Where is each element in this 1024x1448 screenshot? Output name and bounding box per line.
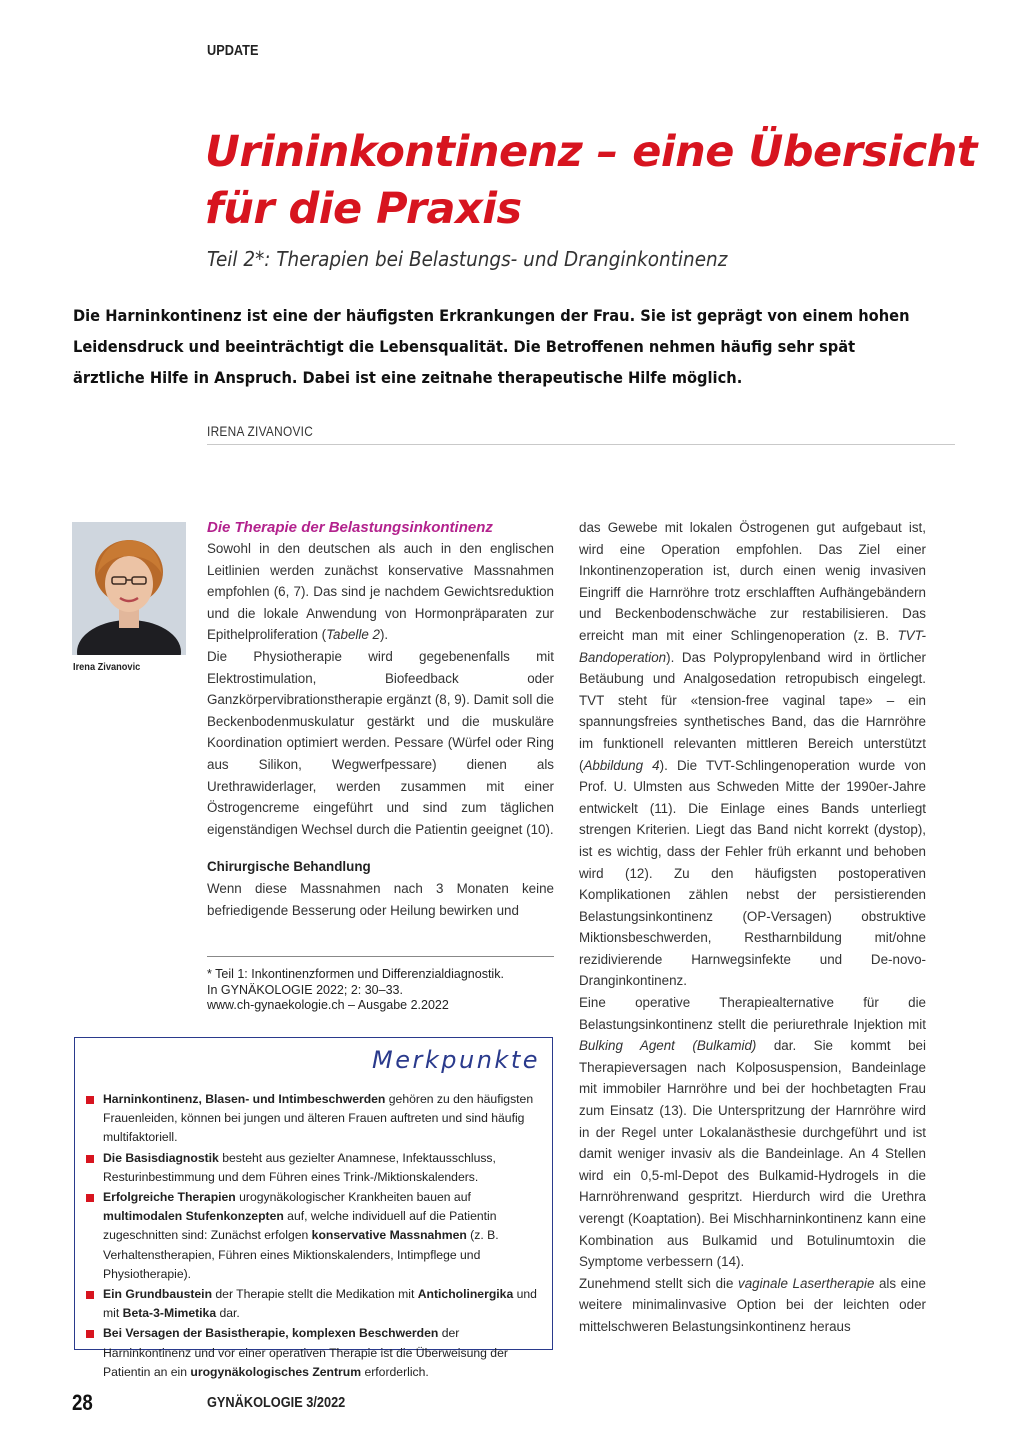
paragraph [579,517,926,992]
photo-caption: Irena Zivanovic [73,661,141,673]
emphasis: TVT-Bandoperation [579,627,926,665]
text-run: Zunehmend stellt sich die [579,1275,739,1291]
item-bold: urogynäkologisches Zentrum [190,1364,362,1379]
table-reference: Tabelle 2 [326,627,380,643]
item-bold: Die Basisdiagnostik [103,1150,219,1165]
article-title [205,124,985,238]
portrait-image [72,522,186,655]
paragraph [579,1273,926,1338]
footnote-divider [207,956,554,957]
item-bold: Erfolgreiche Therapien [103,1190,236,1205]
text-run: ). Die TVT-Schlingenoperation wurde von Prof. U. Ulmsten aus Schweden Mitte der 1990er-Jahre entwickelt (11). Die Einlage eines Bands unterliegt strengen Kriterien. Liegt das Band nicht korrekt (dystop), ist es wichtig, dass der Fehler früh erkannt und behoben wird (12). Zu den häufigsten postoperativen Komplikationen zählen nebst der persistierenden Belastungsinkontinenz (OP-Versagen) obstruktive Miktionsbeschwerden, Restharnbildung mit/ohne rezidivierende Harnwegsinfekte und De-novo-Dranginkontinenz. [579,757,926,989]
page-number: 28 [72,1390,93,1415]
paragraph: Die Physiotherapie wird gegebenenfalls mit Elektrostimulation, Biofeedback oder Ganzkörpervibrationstherapie ergänzt (8, 9). Damit soll die Beckenbodenmuskulatur gestärkt und die muskuläre Koordination optimiert werden. Pessare (Würfel oder Ring aus Silikon, Wegwerfpessare) dienen als Urethrawiderlager, werden zusammen mit einer Östrogencreme eingeführt und sind zum täglichen eigenständigen Wechsel durch die Patientin geeignet (10). [207,648,554,837]
list-item [85,1324,545,1382]
text-run: Eine operative Therapiealternative für die Belastungsinkontinenz stellt die periurethrale Injektion mit [579,995,926,1032]
merkpunkte-box [74,1037,553,1379]
item-text: auf, welche individuell auf die Patientin zugeschnitten sind: Zunächst erfolgen [103,1209,497,1243]
title-line-2: für die Praxis [205,184,522,234]
footnote-line: In GYNÄKOLOGIE 2022; 2: 30–33. [207,982,403,997]
item-bold: Bei Versagen der Basistherapie, komplexen Beschwerden [103,1326,439,1341]
footnote [207,967,557,1014]
paragraph [207,538,554,646]
item-text: der Therapie stellt die Medikation mit [212,1287,418,1302]
item-bold: konservative Massnahmen [311,1228,467,1243]
text-column-2 [579,517,926,1338]
section-label: UPDATE [207,42,259,59]
author-photo [72,522,186,655]
text-column-1 [207,517,554,921]
footnote-line: * Teil 1: Inkontinenzformen und Differenzialdiagnostik. [207,967,504,981]
item-bold: Harninkontinenz, Blasen- und Intimbeschwerden [103,1092,386,1106]
item-text: dar. [216,1306,240,1321]
author-divider [207,444,955,445]
list-item [85,1285,545,1323]
item-bold: Anticholinergika [417,1287,514,1302]
paragraph: Wenn diese Massnahmen nach 3 Monaten keine befriedigende Besserung oder Heilung bewirken und [207,880,554,918]
bullet-square-icon [86,1291,94,1299]
item-text: (z. B. Verhaltenstherapien, Führen eines Miktionskalenders, Intimpflege und Physiotherapie). [103,1228,499,1281]
item-text: der Harninkontinenz und vor einer operativen Therapie ist die Überweisung der Patientin an ein [103,1326,508,1379]
emphasis: Bulking Agent (Bulkamid) [579,1038,757,1054]
bullet-square-icon [86,1155,94,1163]
item-text: besteht aus gezielter Anamnese, Infektausschluss, Resturinbestimmung und dem Führen eines Trink-/Miktionskalenders. [103,1150,496,1184]
bullet-square-icon [86,1330,94,1338]
paragraph [579,992,926,1273]
text-run: ). [379,627,389,643]
list-item [85,1149,545,1187]
footnote-link: www.ch-gynaekologie.ch – Ausgabe 2.2022 [207,998,449,1012]
list-item [85,1188,545,1284]
item-bold: multimodalen Stufenkonzepten [103,1209,284,1224]
text-run: als eine weitere minimalinvasive Option bei der leichten oder mittelschweren Belastungsinkontinenz heraus [579,1275,926,1334]
emphasis: vaginale Lasertherapie [738,1275,875,1291]
text-run: das Gewebe mit lokalen Östrogenen gut aufgebaut ist, wird eine Operation empfohlen. Das Ziel einer Inkontinenzoperation ist, durch einen wenig invasiven Eingriff die Harnröhre trotz erschlafften Aufhängebändern und Beckenbodenschwäche zur restabilisieren. Das erreicht man mit einer Schlingenoperation (z. B. [579,520,926,643]
section-heading: Die Therapie der Belastungsinkontinenz [207,519,493,536]
article-subtitle: Teil 2*: Therapien bei Belastungs- und Dranginkontinenz [207,247,728,271]
item-text: und mit [103,1287,537,1321]
text-run: dar. Sie kommt bei Therapieversagen nach Kolposuspension, Bandeinlage mit immobiler Harnröhre und bei der hochbetagten Frau zum Einsatz (13). Die Unterspritzung der Harnröhre wird in der Regel unter Lokalanästhesie durchgeführt und ist damit weniger invasiv als die Bandeinlage. An 4 Stellen wird ein 0,5-ml-Depot des Bulkamid-Hydrogels in die Harnröhrenwand gespritzt. Hierdurch wird die Urethra verengt (Koaptation). Bei Mischharninkontinenz kann eine Kombination aus Bulkamid und Botulinumtoxin die Symptome verbessern (14). [579,1038,926,1270]
journal-name: GYNÄKOLOGIE 3/2022 [207,1395,346,1411]
text-run: ). Das Polypropylenband wird in örtlicher Betäubung und Analgosedation retropubisch eingelegt. TVT steht für «tension-free vaginal tape» – ein spannungsfreies synthetisches Band, das die Harnröhre im funktionell relevanten mittleren Bereich unterstützt ( [579,649,926,773]
title-line-1: Urininkontinenz – eine Übersicht [205,127,977,177]
bullet-square-icon [86,1194,94,1202]
item-bold: Beta-3-Mimetika [122,1306,217,1321]
merkpunkte-title: Merkpunkte [372,1046,540,1074]
item-bold: Ein Grundbaustein [103,1287,213,1302]
bullet-square-icon [86,1096,94,1104]
item-text: erforderlich. [361,1364,429,1379]
author-byline: IRENA ZIVANOVIC [207,424,314,439]
subheading: Chirurgische Behandlung [207,859,371,875]
item-text: urogynäkologischer Krankheiten bauen auf [235,1190,471,1205]
item-text: gehören zu den häufigsten Frauenleiden, können bei jungen und älteren Frauen auftreten und sind häufig multifaktoriell. [103,1092,534,1145]
merkpunkte-list [85,1090,545,1383]
list-item [85,1090,545,1148]
text-run: Sowohl in den deutschen als auch in den englischen Leitlinien werden zunächst konservative Massnahmen empfohlen (6, 7). Das sind je nachdem Gewichtsreduktion und die lokale Anwendung von Hormonpräparaten zur Epithelproliferation ( [207,541,554,643]
lead-paragraph: Die Harninkontinenz ist eine der häufigsten Erkrankungen der Frau. Sie ist geprägt von einem hohen Leidensdruck und beeinträchtigt die Lebensqualität. Die Betroffenen nehmen häufig sehr spät ärztliche Hilfe in Anspruch. Dabei ist eine zeitnahe therapeutische Hilfe möglich. [73,306,910,387]
figure-reference: Abbildung 4 [583,757,660,773]
